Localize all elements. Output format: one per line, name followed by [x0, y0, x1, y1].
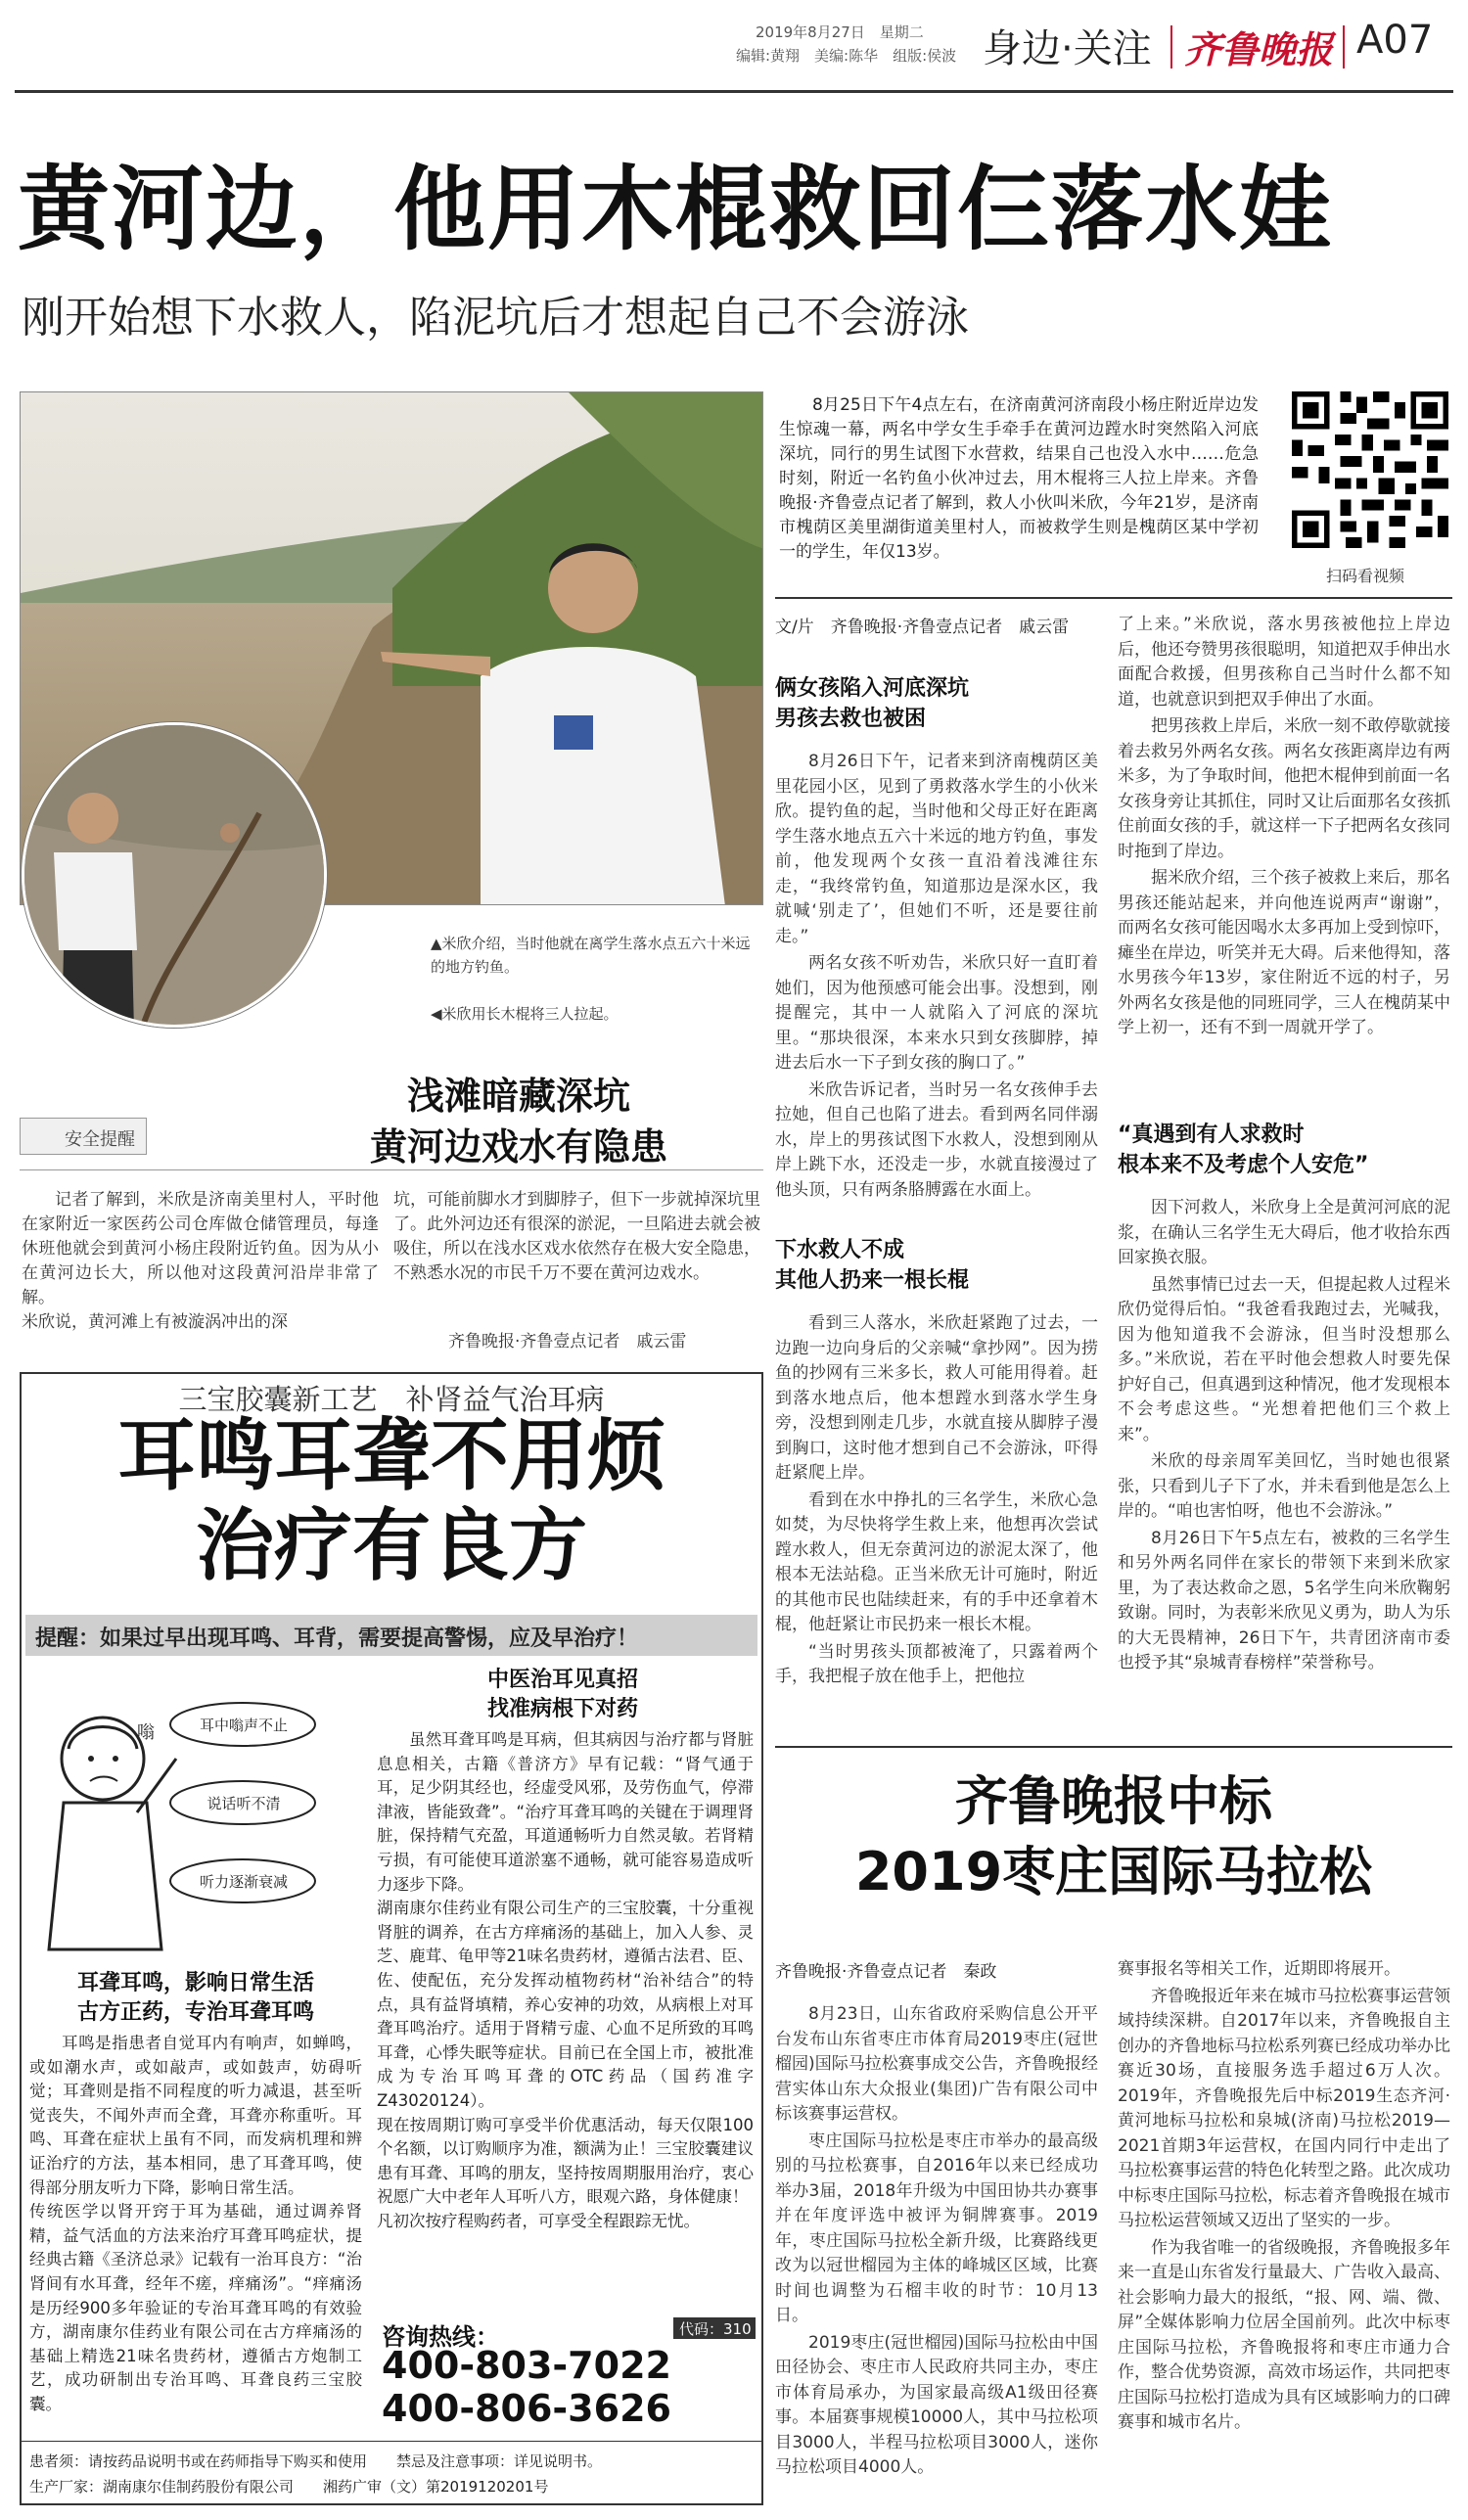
page-number: A07	[1356, 18, 1434, 63]
paragraph: 米欣告诉记者，当时另一名女孩伸手去拉她，但自己也陷了进去。看到两名同伴溺水，岸上的男孩试图下水救人，没想到刚从岸上跳下水，还没走一步，水就直接漫过了他头顶，只有两条胳膊露在水面上。	[775, 1079, 1098, 1200]
safety-column-a: 记者了解到，米欣是济南美里村人，平时他在家附近一家医药公司仓库做仓储管理员，每逢休班他就会到黄河小杨庄段附近钓鱼。因为从小在黄河边长大，所以他对这段黄河沿岸非常了解。 米欣说，黄河滩上有被漩涡冲出的深	[22, 1190, 379, 1332]
paragraph: 看到三人落水，米欣赶紧跑了过去，一边跑一边向身后的父亲喊“拿抄网”。因为捞鱼的抄网有三米多长，救人可能用得着。赶到落水地点后，他本想蹚水到落水学生身旁，没想到刚走几步，水就直接从脚脖子漫到胸口，这时他才想到自己不会游泳，吓得赶紧爬上岸。	[775, 1313, 1098, 1483]
safety-rule	[20, 1169, 763, 1170]
lead-rule	[775, 597, 1452, 599]
main-subhead: 刚开始想下水救人，陷泥坑后才想起自己不会游泳	[22, 293, 969, 343]
inset-photo	[22, 722, 327, 1028]
ad-title-1: 耳鸣耳聋不用烦	[117, 1410, 665, 1501]
ad-phone-1[interactable]: 400-803-7022	[382, 2344, 671, 2387]
ad-hotline-label: 咨询热线：	[382, 2323, 499, 2351]
marathon-headline-2: 2019枣庄国际马拉松	[854, 1841, 1373, 1902]
qr-code[interactable]	[1292, 391, 1448, 548]
ad-footnote-2: 生产厂家：湖南康尔佳制药股份有限公司 湘药广审（文）第2019120201号	[29, 2478, 549, 2496]
header-brand: 齐鲁晚报	[1184, 27, 1334, 71]
marathon-rule	[775, 1746, 1452, 1748]
ad-bubble-1: 耳中嗡声不止	[199, 1717, 288, 1734]
paragraph: 虽然事情已过去一天，但提起救人过程米欣仍觉得后怕。“我爸看我跑过去，光喊我，因为他知道我不会游泳，但当时没想那么多。”米欣说，若在平时他会想救人时要先保护好自己，但真遇到这种情况，他才发现根本不会考虑这些。“光想着把他们三个救上来”。	[1118, 1274, 1450, 1444]
paragraph: 把男孩救上岸后，米欣一刻不敢停歇就接着去救另外两名女孩。两名女孩距离岸边有两米多，为了争取时间，他把木棍伸到前面一名女孩身旁让其抓住，同时又让后面那名女孩抓住前面女孩的手，就这样一下子把两名女孩同时拖到了岸边。	[1118, 716, 1450, 861]
marathon-column-2	[1118, 1957, 1450, 2438]
paragraph: 两名女孩不听劝告，米欣只好一直盯着她们，因为他预感可能会出事。没想到，刚提醒完，其中一人就陷入了河底的深坑里。“那块很深，本来水只到女孩脚脖，掉进去后水一下子到女孩的胸口了。”	[775, 953, 1098, 1073]
paragraph: 因下河救人，米欣身上全是黄河河底的泥浆，在确认三名学生无大碍后，他才收拾东西回家换衣服。	[1118, 1198, 1450, 1267]
paragraph: 8月23日，山东省政府采购信息公开平台发布山东省枣庄市体育局2019枣庄(冠世榴园)国际马拉松赛事成交公告，齐鲁晚报经营实体山东大众报业(集团)广告有限公司中标该赛事运营权。	[775, 2004, 1098, 2124]
story-byline: 文/片 齐鲁晚报·齐鲁壹点记者 戚云雷	[775, 618, 1070, 637]
paragraph: 赛事报名等相关工作，近期即将展开。	[1118, 1959, 1400, 1979]
story-column-2	[775, 1311, 1098, 1692]
paragraph: 了上来。”米欣说，落水男孩被他拉上岸边后，他还夸赞男孩很聪明，知道把双手伸出水面配合救援，但男孩称自己当时什么都不知道，也就意识到把双手伸出了水面。	[1118, 615, 1450, 710]
header-section: 身边·关注	[983, 26, 1152, 71]
ad-top-line: 三宝胶囊新工艺 补肾益气治耳病	[178, 1383, 605, 1416]
ad-right-title: 中医治耳见真招 找准病根下对药	[486, 1668, 638, 1721]
ad-title-2: 治疗有良方	[196, 1500, 587, 1591]
header-divider-2	[1343, 25, 1345, 69]
story-column-3a	[1118, 613, 1450, 1043]
paragraph: “当时男孩头顶都被淹了，只露着两个手，我把棍子放在他手上，把他拉	[775, 1641, 1098, 1686]
story-column-3b	[1118, 1196, 1450, 1678]
section-title-1: 俩女孩陷入河底深坑 男孩去救也被困	[775, 676, 970, 731]
main-headline: 黄河边，他用木棍救回仨落水娃	[18, 157, 1334, 263]
ad-footnote-1: 患者须：请按药品说明书或在药师指导下购买和使用 禁忌及注意事项：详见说明书。	[29, 2452, 603, 2470]
ad-left-body: 耳鸣是指患者自觉耳内有响声，如蝉鸣，或如潮水声，或如敲声，或如鼓声，妨碍听觉；耳聋则是指不同程度的听力减退，甚至听觉丧失，不闻外声而全聋，耳聋亦称重听。耳鸣、耳聋在症状上虽有不同，而发病机理和辨证治疗的方法，基本相同，患了耳聋耳鸣，使得部分朋友听力下降，影响日常生活。 传统医学以肾开窍于耳为基础，通过调养肾精，益气活血的方法来治疗耳聋耳鸣症状，提经典古籍《圣济总录》记载有一治耳良方：“治肾间有水耳聋，经年不瘥，痒痛汤”。“痒痛汤是历经900多年验证的专治耳聋耳鸣的有效验方，湖南康尔佳药业有限公司在古方痒痛汤的基础上精选21味名贵药材，遵循古方炮制工艺，成功研制出专治耳鸣、耳聋良药三宝胶囊。	[29, 2034, 362, 2413]
paragraph: 枣庄国际马拉松是枣庄市举办的最高级别的马拉松赛事，自2016年以来已经成功举办3届，2018年升级为中国田协共办赛事并在年度评选中被评为铜牌赛事。2019年，枣庄国际马拉松全新升级，比赛路线更改为以冠世榴园为主体的峰城区区域，比赛时间也调整为石榴丰收的时节：10月13日。	[775, 2131, 1098, 2325]
safety-tag: 安全提醒	[65, 1129, 135, 1150]
paragraph: 8月26日下午5点左右，被救的三名学生和另外两名同伴在家长的带领下来到米欣家里，为了表达救命之恩，5名学生向米欣鞠躬致谢。同时，为表彰米欣见义勇为，助人为乐的大无畏精神，26日下午，共青团济南市委也授予其“泉城青春榜样”荣誉称号。	[1118, 1528, 1450, 1672]
paragraph: 米欣的母亲周军美回忆，当时她也很紧张，只看到儿子下了水，并未看到他是怎么上岸的。“咱也害怕呀，他也不会游泳。”	[1118, 1451, 1450, 1521]
safety-byline: 齐鲁晚报·齐鲁壹点记者 戚云雷	[448, 1332, 687, 1352]
section-title-3: “真遇到有人求救时 根本来不及考虑个人安危”	[1118, 1123, 1369, 1177]
photo-caption-1: ▲米欣介绍，当时他就在离学生落水点五六十米远的地方钓鱼。	[431, 935, 751, 976]
ad-warning: 提醒：如果过早出现耳鸣、耳背，需要提高警惕，应及早治疗！	[35, 1627, 639, 1651]
paragraph: 8月26日下午，记者来到济南槐荫区美里花园小区，见到了勇救落水学生的小伙米欣。提钓鱼的起，当时他和父母正好在距离学生落水地点五六十米远的地方钓鱼，事发前，他发现两个女孩一直沿着浅滩往东走，“我终常钓鱼，知道那边是深水区，我就喊‘别走了’，但她们不听，还是要往前走。”	[775, 752, 1098, 946]
qr-caption: 扫码看视频	[1326, 567, 1405, 585]
ad-bubble-3: 听力逐渐衰减	[199, 1873, 288, 1891]
header-date: 2019年8月27日 星期二	[756, 23, 924, 41]
ad-right-body: 虽然耳聋耳鸣是耳病，但其病因与治疗都与肾脏息息相关，古籍《普济方》早有记载：“肾气通于耳，足少阴其经也，经虚受风邪，及劳伤血气，停滞津液，皆能致聋”。“治疗耳聋耳鸣的关键在于调理肾脏，保持精气充盈，耳道通畅听力自然灵敏。若肾精亏损，有可能使耳道淤塞不通畅，就可能容易造成听力逐步下降。 湖南康尔佳药业有限公司生产的三宝胶囊，十分重视肾脏的调养，在古方痒痛汤的基础上，加入人参、灵芝、鹿茸、龟甲等21味名贵药材，遵循古法君、臣、佐、使配伍，充分发挥动植物药材“治补结合”的特点，具有益肾填精，养心安神的功效，从病根上对耳聋耳鸣治疗。适用于肾精亏虚、心血不足所致的耳鸣耳聋，心悸失眠等症状。目前已在全国上市，被批准成为专治耳鸣耳聋的OTC药品（国药准字Z43020124）。 现在按周期订购可享受半价优惠活动，每天仅限100个名额，以订购顺序为准，额满为止！三宝胶囊建议患有耳聋、耳鸣的朋友，坚持按周期服用治疗，衷心祝愿广大中老年人耳听八方，眼观六路，身体健康！ 凡初次按疗程购药者，可享受全程跟踪无忧。	[377, 1730, 754, 2230]
ad-bubble-hum: 嗡	[137, 1722, 155, 1743]
header-rule	[15, 90, 1453, 93]
paragraph: 齐鲁晚报近年来在城市马拉松赛事运营领域持续深耕。自2017年以来，齐鲁晚报自主创办的齐鲁地标马拉松系列赛已经成功举办比赛近30场，直接服务选手超过6万人次。2019年，齐鲁晚报先后中标2019生态齐河·黄河地标马拉松和泉城(济南)马拉松2019—2021首期3年运营权，在国内同行中走出了马拉松赛事运营的特色化转型之路。此次成功中标枣庄国际马拉松，标志着齐鲁晚报在城市马拉松运营领域又迈出了坚实的一步。	[1118, 1986, 1450, 2230]
safety-title: 浅滩暗藏深坑 黄河边戏水有隐患	[369, 1075, 667, 1168]
header-editors: 编辑:黄翔 美编:陈华 组版:侯波	[736, 47, 957, 65]
ad-bubble-2: 说话听不清	[206, 1795, 281, 1812]
story-column-1	[775, 750, 1098, 1205]
marathon-headline-1: 齐鲁晚报中标	[955, 1770, 1272, 1832]
header-divider	[1170, 25, 1172, 69]
ad-phone-2[interactable]: 400-806-3626	[382, 2387, 671, 2430]
paragraph: 看到在水中挣扎的三名学生，米欣心急如焚，为尽快将学生救上来，他想再次尝试蹚水救人，但无奈黄河边的淤泥太深了，他根本无法站稳。正当米欣无计可施时，附近的其他市民也陆续赶来，有的手中还拿着木棍，他赶紧让市民扔来一根长木棍。	[775, 1489, 1098, 1634]
story-lead: 8月25日下午4点左右，在济南黄河济南段小杨庄附近岸边发生惊魂一幕，两名中学女生手牵手在黄河边蹚水时突然陷入河底深坑，同行的男生试图下水营救，结果自己也没入水中……危急时刻，附近一名钓鱼小伙冲过去，用木棍将三人拉上岸来。齐鲁晚报·齐鲁壹点记者了解到，救人小伙叫米欣，今年21岁，是济南市槐荫区美里湖街道美里村人，而被救学生则是槐荫区某中学初一的学生，年仅13岁。	[779, 395, 1259, 562]
paragraph: 据米欣介绍，三个孩子被救上来后，那名男孩还能站起来，并向他连说两声“谢谢”，而两名女孩可能因喝水太多再加上受到惊吓，瘫坐在岸边，听笑并无大碍。后来他得知，落水男孩今年13岁，家住附近不远的村子，另外两名女孩是他的同班同学，三人在槐荫某中学上初一，还有不到一周就开学了。	[1118, 868, 1450, 1037]
safety-column-b: 坑，可能前脚水才到脚脖子，但下一步就掉深坑里了。此外河边还有很深的淤泥，一旦陷进去就会被吸住，所以在浅水区戏水依然存在极大安全隐患，不熟悉水况的市民千万不要在黄河边戏水。	[393, 1190, 760, 1283]
ad-foot-rule	[22, 2441, 761, 2442]
marathon-byline: 齐鲁晚报·齐鲁壹点记者 秦政	[775, 1962, 997, 1982]
paragraph: 2019枣庄(冠世榴园)国际马拉松由中国田径协会、枣庄市人民政府共同主办，枣庄市体育局承办，为国家最高级A1级田径赛事。本届赛事规模10000人，其中马拉松项目3000人，半程马拉松项目3000人，迷你马拉松项目4000人。	[775, 2332, 1098, 2477]
photo-caption-2: ◀米欣用长木棍将三人拉起。	[431, 1005, 619, 1023]
section-title-2: 下水救人不成 其他人扔来一根长棍	[775, 1238, 970, 1293]
marathon-column-1	[775, 2002, 1098, 2483]
ad-left-title: 耳聋耳鸣，影响日常生活 古方正药，专治耳聋耳鸣	[76, 1971, 314, 2025]
ad-code: 代码：310	[679, 2320, 752, 2338]
paragraph: 作为我省唯一的省级晚报，齐鲁晚报多年来一直是山东省发行量最大、广告收入最高、社会影响力最大的报纸，“报、网、端、微、屏”全媒体影响力位居全国前列。此次中标枣庄国际马拉松，齐鲁晚报将和枣庄市通力合作，整合优势资源，高效市场运作，共同把枣庄国际马拉松打造成为具有区域影响力的口碑赛事和城市名片。	[1118, 2237, 1450, 2432]
